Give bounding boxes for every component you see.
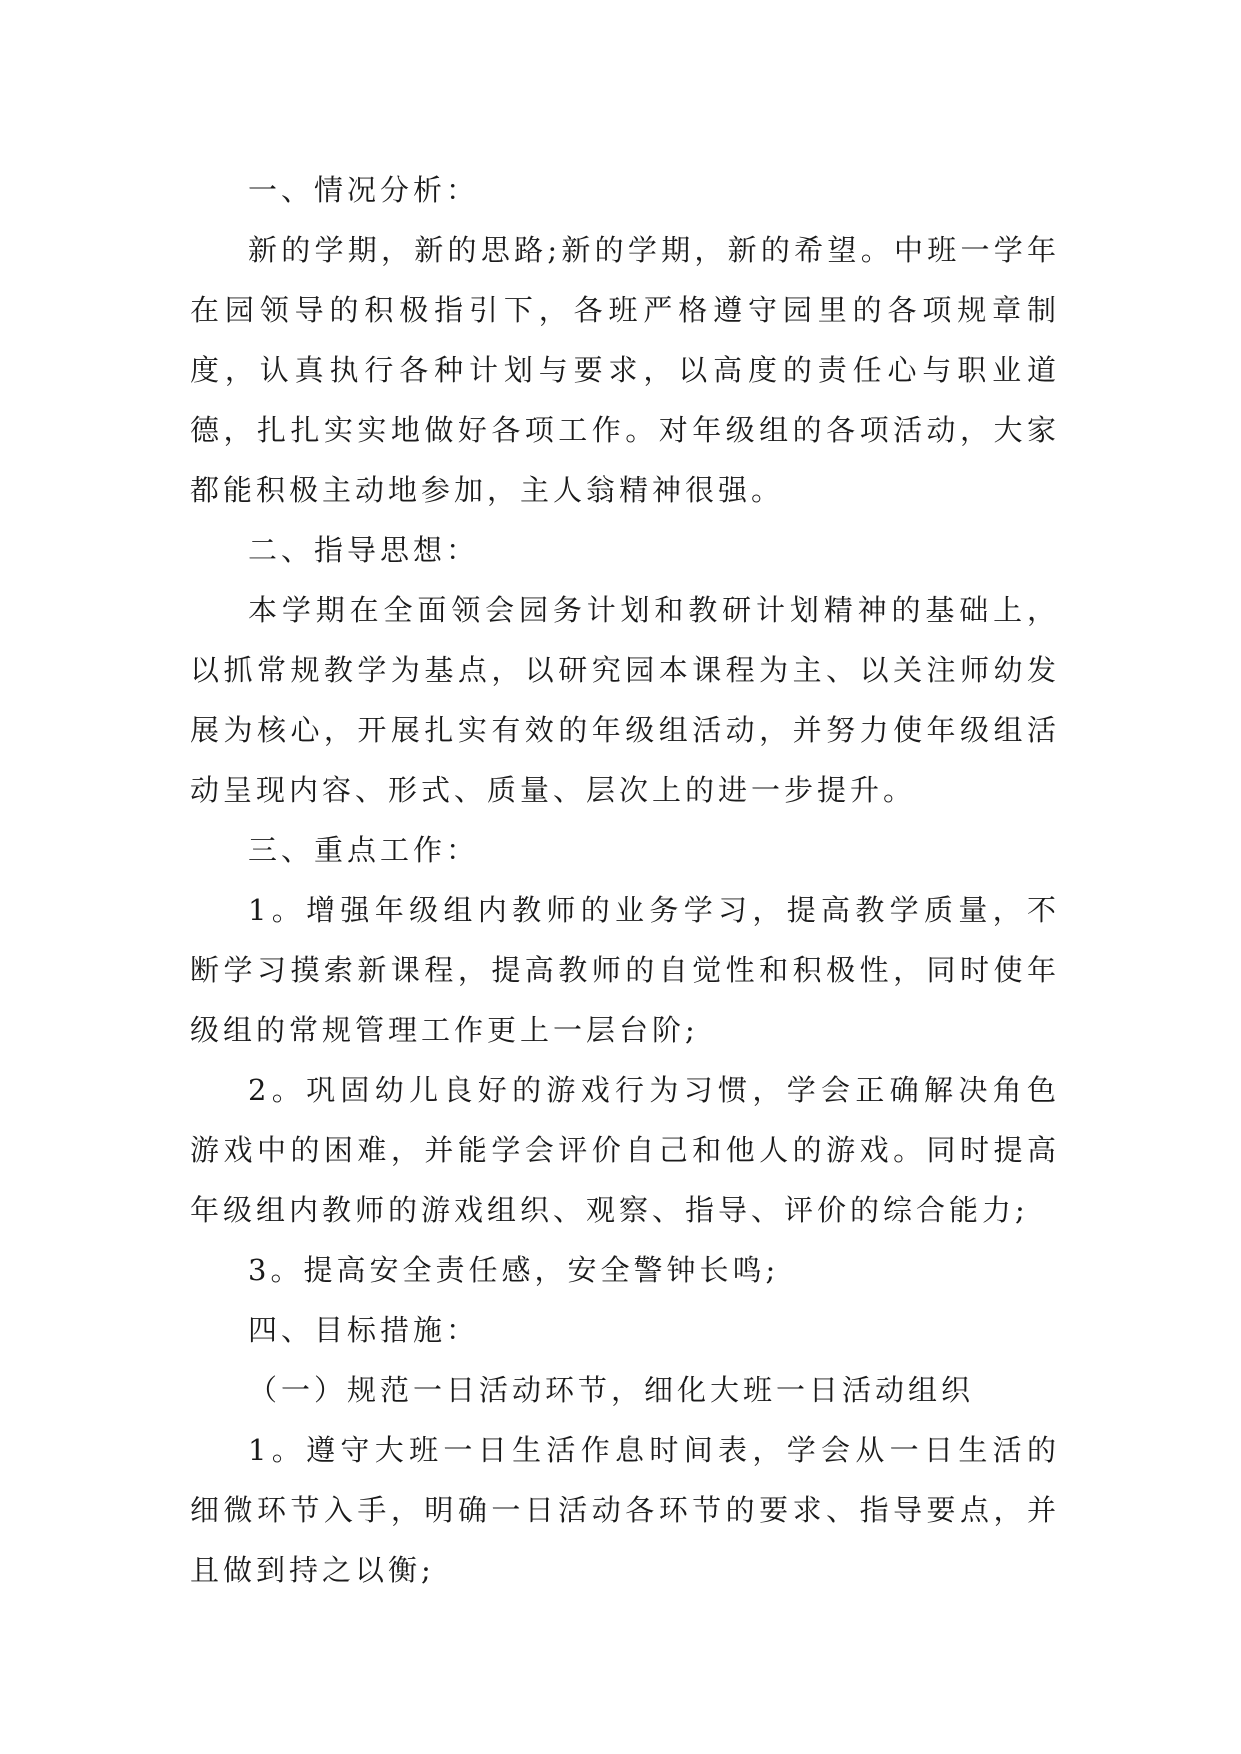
section-heading-situation-analysis: 一、情况分析：: [248, 173, 480, 207]
key-work-item-3: 3。提高安全责任感，安全警钟长鸣;: [248, 1253, 780, 1287]
paragraph-situation-analysis: 新的学期，新的思路;新的学期，新的希望。中班一学年在园领导的积极指引下，各班严格遵守园里的各项规章制度，认真执行各种计划与要求，以高度的责任心与职业道德，扎扎实实地做好各项工作。对年级组的各项活动，大家都能积极主动地参加，主人翁精神很强。: [190, 233, 1060, 507]
key-work-item-1: 1。增强年级组内教师的业务学习，提高教学质量，不断学习摸索新课程，提高教师的自觉性和积极性，同时使年级组的常规管理工作更上一层台阶;: [190, 893, 1060, 1047]
section-heading-key-work: 三、重点工作：: [248, 833, 480, 867]
key-work-item-2: 2。巩固幼儿良好的游戏行为习惯，学会正确解决角色游戏中的困难，并能学会评价自己和他人的游戏。同时提高年级组内教师的游戏组织、观察、指导、评价的综合能力;: [190, 1073, 1060, 1227]
section-heading-goals-measures: 四、目标措施：: [248, 1313, 480, 1347]
paragraph-guiding-ideology: 本学期在全面领会园务计划和教研计划精神的基础上，以抓常规教学为基点，以研究园本课程为主、以关注师幼发展为核心，开展扎实有效的年级组活动，并努力使年级组活动呈现内容、形式、质量、层次上的进一步提升。: [190, 593, 1060, 807]
subsection-heading-daily-activities: （一）规范一日活动环节，细化大班一日活动组织: [248, 1373, 975, 1407]
document-body: [190, 160, 1060, 1600]
section-heading-guiding-ideology: 二、指导思想：: [248, 533, 480, 567]
measure-item-1: 1。遵守大班一日生活作息时间表，学会从一日生活的细微环节入手，明确一日活动各环节的要求、指导要点，并且做到持之以衡;: [190, 1433, 1060, 1587]
